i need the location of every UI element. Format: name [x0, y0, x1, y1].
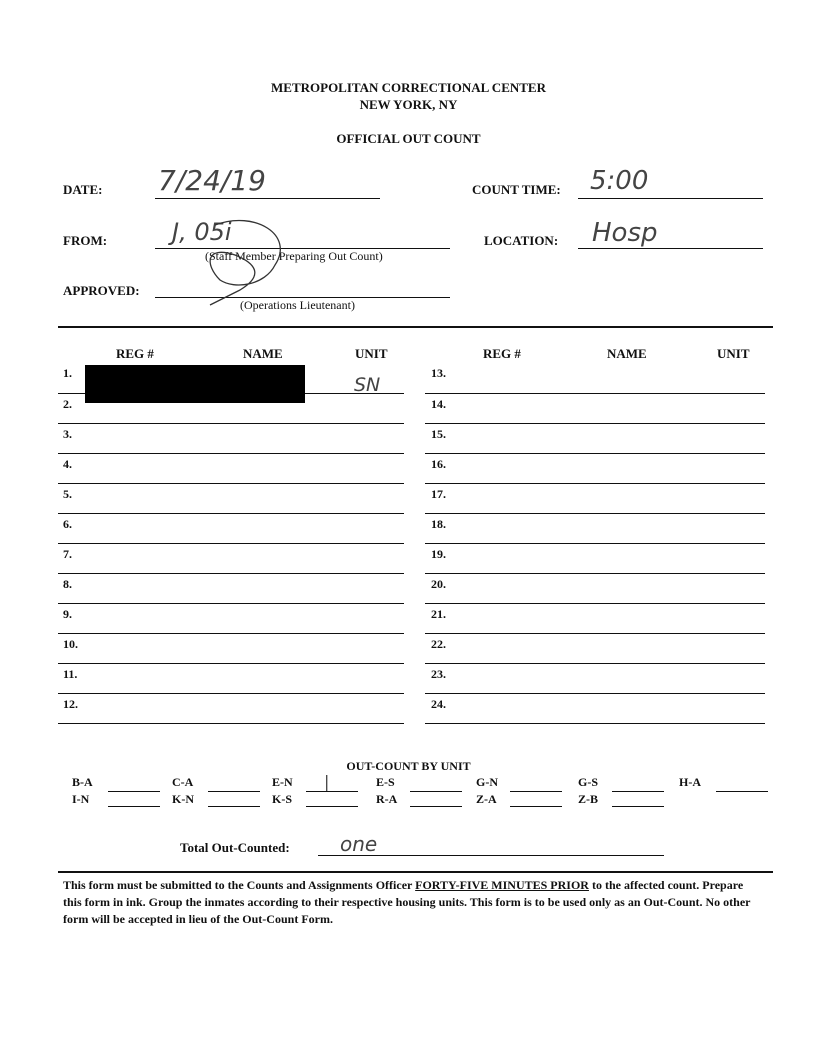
- unit-field[interactable]: [410, 791, 462, 792]
- row-number: 6.: [63, 517, 72, 531]
- row-line: [58, 573, 404, 574]
- unit-field[interactable]: [208, 791, 260, 792]
- unit-field[interactable]: [510, 806, 562, 807]
- footer-text-2: to the affected count. Prepare this form in ink. Group the inmates according to their respective housing units. This form is to be used only as an Out-Count. No other form will be accepted in lieu of the Out-Count Form.: [63, 878, 751, 926]
- approved-caption: (Operations Lieutenant): [240, 298, 355, 312]
- row-line: [58, 483, 404, 484]
- date-value[interactable]: 7/24/19: [158, 164, 266, 197]
- row-line: [58, 453, 404, 454]
- row-line: [58, 633, 404, 634]
- row-number: 11.: [63, 667, 78, 681]
- footer-text-1: This form must be submitted to the Counts and Assignments Officer: [63, 878, 416, 892]
- row-line: [58, 513, 404, 514]
- row-number: 13.: [431, 366, 446, 380]
- unit-label: Z-A: [476, 792, 497, 806]
- unit-label: K-S: [272, 792, 293, 806]
- col-header-reg-right: REG #: [483, 346, 521, 361]
- unit-field[interactable]: [716, 791, 768, 792]
- row-number: 5.: [63, 487, 72, 501]
- row-line: [425, 723, 765, 724]
- col-header-reg-left: REG #: [116, 346, 154, 361]
- count-time-line: [578, 198, 763, 199]
- unit-label: Z-B: [578, 792, 599, 806]
- col-header-unit-left: UNIT: [355, 346, 388, 361]
- row-number: 18.: [431, 517, 446, 531]
- unit-label: B-A: [72, 775, 93, 789]
- row-number: 21.: [431, 607, 446, 621]
- unit-label: I-N: [72, 792, 90, 806]
- date-line: [155, 198, 380, 199]
- row-number: 10.: [63, 637, 78, 651]
- row-line: [58, 423, 404, 424]
- count-time-value[interactable]: 5:00: [590, 166, 649, 196]
- row-line: [58, 603, 404, 604]
- row-number: 9.: [63, 607, 72, 621]
- institution-name: METROPOLITAN CORRECTIONAL CENTER: [271, 80, 546, 95]
- row-number: 2.: [63, 397, 72, 411]
- from-label: FROM:: [63, 233, 108, 248]
- unit-label: H-A: [679, 775, 701, 789]
- redaction-box: [85, 365, 305, 403]
- date-label: DATE:: [63, 182, 103, 197]
- col-header-name-right: NAME: [607, 346, 647, 361]
- row-line: [425, 573, 765, 574]
- unit-label: R-A: [376, 792, 398, 806]
- outcount-title: OUT-COUNT BY UNIT: [346, 759, 471, 773]
- signature-scribble: [195, 215, 305, 315]
- unit-label: E-N: [272, 775, 293, 789]
- from-caption: (Staff Member Preparing Out Count): [205, 249, 383, 263]
- footer-emphasis: FORTY-FIVE MINUTES PRIOR: [415, 878, 589, 892]
- row-number: 4.: [63, 457, 72, 471]
- row-number: 24.: [431, 697, 446, 711]
- footer-instructions: [63, 877, 763, 928]
- approved-label: APPROVED:: [63, 283, 140, 298]
- location-line: [578, 248, 763, 249]
- location-label: LOCATION:: [484, 233, 559, 248]
- row-line: [58, 543, 404, 544]
- row-number: 1.: [63, 366, 72, 380]
- row-number: 12.: [63, 697, 78, 711]
- unit-label: C-A: [172, 775, 194, 789]
- row-number: 16.: [431, 457, 446, 471]
- row-line: [425, 693, 765, 694]
- unit-field[interactable]: [306, 791, 358, 792]
- unit-value-en[interactable]: |: [324, 772, 330, 791]
- col-header-unit-right: UNIT: [717, 346, 750, 361]
- row-number: 17.: [431, 487, 446, 501]
- row-line: [58, 723, 404, 724]
- col-header-name-left: NAME: [243, 346, 283, 361]
- row-line: [58, 663, 404, 664]
- row-line: [425, 393, 765, 394]
- row-number: 7.: [63, 547, 72, 561]
- unit-label: K-N: [172, 792, 194, 806]
- unit-field[interactable]: [306, 806, 358, 807]
- row-1-unit[interactable]: SN: [354, 374, 381, 396]
- row-number: 3.: [63, 427, 72, 441]
- row-number: 14.: [431, 397, 446, 411]
- unit-label: G-N: [476, 775, 498, 789]
- unit-field[interactable]: [510, 791, 562, 792]
- total-value[interactable]: one: [340, 832, 378, 856]
- footer-divider: [58, 871, 773, 873]
- unit-field[interactable]: [108, 791, 160, 792]
- row-number: 19.: [431, 547, 446, 561]
- unit-field[interactable]: [108, 806, 160, 807]
- row-line: [425, 423, 765, 424]
- unit-label: G-S: [578, 775, 599, 789]
- unit-label: E-S: [376, 775, 395, 789]
- row-line: [58, 693, 404, 694]
- unit-field[interactable]: [410, 806, 462, 807]
- from-value[interactable]: J, 05i: [172, 218, 232, 246]
- row-number: 20.: [431, 577, 446, 591]
- row-line: [425, 633, 765, 634]
- row-number: 22.: [431, 637, 446, 651]
- row-line: [425, 483, 765, 484]
- count-time-label: COUNT TIME:: [472, 182, 561, 197]
- form-title: OFFICIAL OUT COUNT: [336, 131, 481, 146]
- row-line: [425, 453, 765, 454]
- row-line: [425, 603, 765, 604]
- row-number: 15.: [431, 427, 446, 441]
- section-divider: [58, 326, 773, 328]
- row-line: [425, 663, 765, 664]
- unit-field[interactable]: [612, 806, 664, 807]
- row-number: 8.: [63, 577, 72, 591]
- row-number: 23.: [431, 667, 446, 681]
- location-value[interactable]: Hosp: [592, 218, 658, 248]
- row-line: [425, 513, 765, 514]
- row-line: [425, 543, 765, 544]
- total-label: Total Out-Counted:: [180, 840, 290, 855]
- unit-field[interactable]: [208, 806, 260, 807]
- unit-field[interactable]: [612, 791, 664, 792]
- institution-location: NEW YORK, NY: [359, 97, 458, 112]
